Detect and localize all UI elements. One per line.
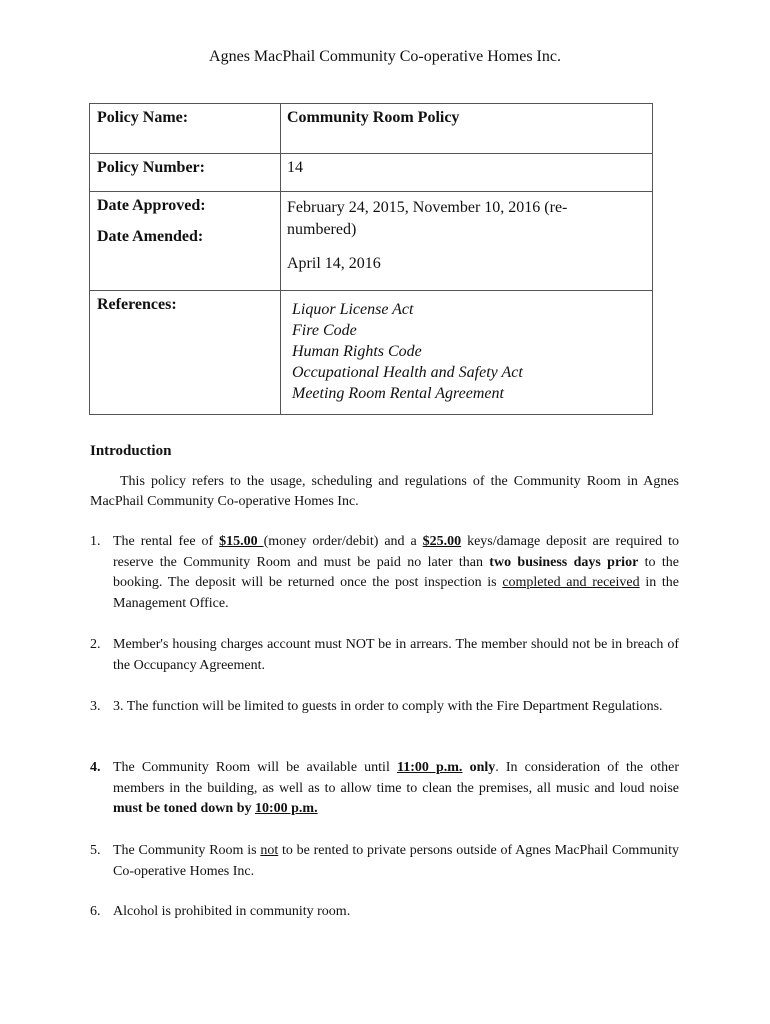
policy-number-label: Policy Number:: [90, 154, 281, 192]
policy-item-4: [90, 758, 679, 820]
reference-item: Occupational Health and Safety Act: [292, 364, 523, 381]
inspection-emphasis: completed and received: [502, 575, 640, 590]
item-text: Member's housing charges account must NOT be in arrears. The member should not be in breach of the Occupancy Agreement.: [113, 637, 679, 673]
policy-item-5: [90, 841, 679, 882]
item-text: The rental fee of $15.00 (money order/debit) and a $25.00 keys/damage deposit are required to reserve the Community Room and must be paid no later than two business days prior to the booking. The deposit will be returned once the post inspection is completed and received in the Management Office.: [113, 534, 680, 611]
item-text: The Community Room is not to be rented to private persons outside of Agnes MacPhail Community Co-operative Homes Inc.: [113, 843, 679, 879]
item-text: 3. The function will be limited to guests in order to comply with the Fire Department Regulations.: [113, 699, 663, 714]
not-emphasis: not: [260, 843, 279, 858]
quiet-time: 10:00 p.m.: [254, 801, 318, 816]
references-list: [287, 296, 652, 404]
item-text: The Community Room will be available until 11:00 p.m. only. In consideration of the other members in the building, as well as to allow time to clean the premises, all music and loud noise must be toned down by 10:00 p.m.: [113, 760, 679, 816]
references-row: [90, 291, 653, 415]
policy-item-3: [90, 697, 679, 718]
closing-time: 11:00 p.m.: [396, 760, 463, 775]
item-text: Alcohol is prohibited in community room.: [113, 904, 351, 919]
references-cell: [281, 291, 653, 415]
date-approved-value-line2: numbered): [287, 221, 357, 238]
introduction-heading: Introduction: [90, 443, 172, 459]
date-amended-label: Date Amended:: [97, 228, 204, 245]
date-amended-value: April 14, 2016: [287, 255, 381, 272]
reference-item: Fire Code: [292, 322, 357, 339]
policy-name-row: [90, 104, 653, 154]
references-label: References:: [90, 291, 281, 415]
reference-item: Meeting Room Rental Agreement: [292, 385, 504, 402]
policy-info-table: [89, 103, 653, 415]
policy-number-row: [90, 154, 653, 192]
date-approved-label: Date Approved:: [97, 197, 206, 214]
deadline-emphasis: two business days prior: [489, 554, 639, 570]
rental-fee: $15.00: [219, 534, 264, 549]
organization-title: Agnes MacPhail Community Co-operative Homes Inc.: [209, 48, 561, 65]
reference-item: Human Rights Code: [292, 343, 422, 360]
item-number: 4.: [90, 760, 101, 775]
item-number: 3.: [90, 699, 101, 714]
item-number: 2.: [90, 637, 101, 652]
policy-number-value: 14: [281, 154, 653, 192]
introduction-paragraph: This policy refers to the usage, scheduling and regulations of the Community Room in Agnes MacPhail Community Co-operative Homes Inc.: [90, 474, 679, 509]
item-number: 6.: [90, 904, 101, 919]
reference-item: Liquor License Act: [292, 301, 414, 318]
policy-item-2: [90, 635, 679, 676]
policy-name-value: Community Room Policy: [281, 104, 653, 154]
policy-item-1: [90, 532, 679, 614]
policy-item-6: [90, 902, 679, 923]
deposit-amount: $25.00: [422, 534, 462, 549]
item-number: 1.: [90, 534, 101, 549]
item-number: 5.: [90, 843, 101, 858]
dates-label-cell: [90, 192, 281, 291]
dates-value-cell: [281, 192, 653, 291]
policy-name-label: Policy Name:: [90, 104, 281, 154]
dates-row: [90, 192, 653, 291]
date-approved-value-line1: February 24, 2015, November 10, 2016 (re-: [287, 199, 568, 216]
